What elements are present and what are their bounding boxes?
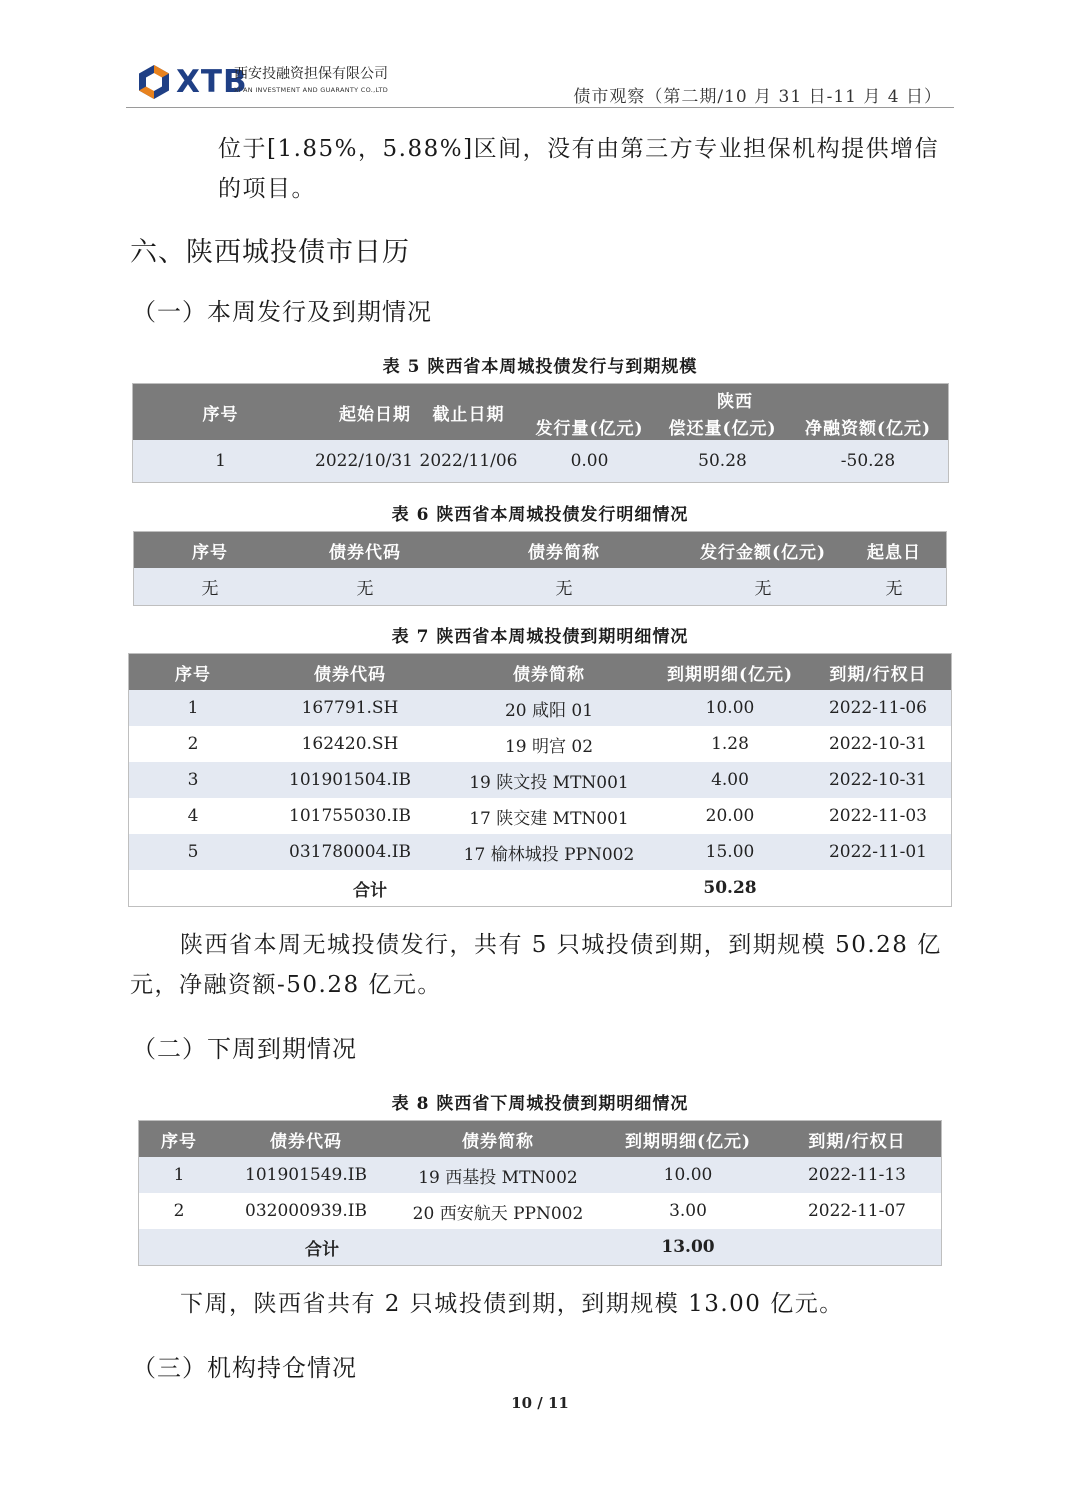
subsection-heading-1: （一）本周发行及到期情况 — [132, 298, 432, 326]
header-cell: 债券代码 — [257, 654, 443, 690]
cell: 2022-11-01 — [805, 834, 951, 870]
cell — [393, 1229, 603, 1265]
cell: 2022-11-13 — [773, 1157, 941, 1193]
header-cell: 发行量(亿元) — [522, 412, 657, 440]
cell: 3 — [129, 762, 257, 798]
cell: 10.00 — [603, 1157, 773, 1193]
header-cell: 截止日期 — [415, 384, 522, 440]
table-row — [129, 726, 951, 762]
section-heading: 六、陕西城投债市日历 — [130, 237, 410, 268]
table-row — [129, 762, 951, 798]
cell: 1 — [139, 1157, 219, 1193]
table-5-caption: 表 5 陕西省本周城投债发行与到期规模 — [382, 357, 698, 377]
header-cell: 序号 — [139, 1121, 219, 1157]
table-6-issuance-detail — [134, 532, 946, 605]
total-value: 13.00 — [603, 1229, 773, 1265]
table-row — [139, 1193, 941, 1229]
header-cell: 起始日期 — [308, 384, 415, 440]
header-cell: 债券简称 — [443, 654, 655, 690]
header-cell: 净融资额(亿元) — [788, 412, 948, 440]
company-logo — [136, 64, 398, 102]
cell: 101901549.IB — [219, 1157, 393, 1193]
table-8-next-week-maturity — [139, 1121, 941, 1265]
header-cell: 序号 — [129, 654, 257, 690]
subsection-heading-3: （三）机构持仓情况 — [132, 1354, 357, 1382]
cell: 2022-10-31 — [805, 762, 951, 798]
header-group-cell: 陕西 — [522, 384, 948, 412]
table-8-header-row — [139, 1121, 941, 1157]
header-cell: 偿还量(亿元) — [657, 412, 788, 440]
cell: 17 榆林城投 PPN002 — [443, 834, 655, 870]
cell: 031780004.IB — [257, 834, 443, 870]
cell: 101901504.IB — [257, 762, 443, 798]
header-cell: 序号 — [134, 532, 286, 568]
total-label: 合计 — [129, 870, 443, 906]
cell: 无 — [842, 568, 946, 605]
cell: -50.28 — [788, 440, 948, 482]
header-cell: 到期明细(亿元) — [655, 654, 805, 690]
table-7-header-row — [129, 654, 951, 690]
header-cell: 到期/行权日 — [773, 1121, 941, 1157]
table-7-caption: 表 7 陕西省本周城投债到期明细情况 — [391, 627, 689, 647]
table-5-header-row-1 — [133, 384, 948, 412]
summary-paragraph-1: 陕西省本周无城投债发行，共有 5 只城投债到期，到期规模 50.28 亿元，净融资额-50.28 亿元。 — [130, 932, 942, 998]
cell: 无 — [444, 568, 684, 605]
cell: 15.00 — [655, 834, 805, 870]
cell: 20.00 — [655, 798, 805, 834]
cell: 50.28 — [657, 440, 788, 482]
cell: 3.00 — [603, 1193, 773, 1229]
cell: 162420.SH — [257, 726, 443, 762]
cell: 无 — [286, 568, 444, 605]
cell: 19 西基投 MTN002 — [393, 1157, 603, 1193]
logo-letters: XTB — [176, 64, 248, 100]
table-8-caption: 表 8 陕西省下周城投债到期明细情况 — [391, 1094, 689, 1114]
cell: 1 — [129, 690, 257, 726]
subsection-heading-2: （二）下周到期情况 — [132, 1035, 357, 1063]
cell: 5 — [129, 834, 257, 870]
table-row — [134, 568, 946, 605]
cell: 2022-11-06 — [805, 690, 951, 726]
cell: 1.28 — [655, 726, 805, 762]
cell: 2022/11/06 — [415, 440, 522, 482]
cell: 4.00 — [655, 762, 805, 798]
cell: 4 — [129, 798, 257, 834]
total-label: 合计 — [139, 1229, 393, 1265]
cell: 2022-11-03 — [805, 798, 951, 834]
header-cell: 债券简称 — [444, 532, 684, 568]
hexagon-logo-icon — [136, 64, 172, 100]
cell: 0.00 — [522, 440, 657, 482]
cell — [443, 870, 655, 906]
document-title: 债市观察（第二期/10 月 31 日-11 月 4 日） — [573, 87, 942, 107]
table-row — [129, 690, 951, 726]
summary-paragraph-2: 下周，陕西省共有 2 只城投债到期，到期规模 13.00 亿元。 — [180, 1291, 844, 1317]
cell: 2 — [129, 726, 257, 762]
cell: 无 — [684, 568, 842, 605]
total-row — [129, 870, 951, 906]
table-5-issuance-maturity-scale — [133, 384, 948, 482]
cell: 20 西安航天 PPN002 — [393, 1193, 603, 1229]
cell: 19 明宫 02 — [443, 726, 655, 762]
cell — [805, 870, 951, 906]
total-value: 50.28 — [655, 870, 805, 906]
table-6-header-row — [134, 532, 946, 568]
header-cell: 债券代码 — [286, 532, 444, 568]
cell: 032000939.IB — [219, 1193, 393, 1229]
cell: 2 — [139, 1193, 219, 1229]
cell: 10.00 — [655, 690, 805, 726]
header-cell: 发行金额(亿元) — [684, 532, 842, 568]
table-row — [133, 440, 948, 482]
header-divider — [126, 107, 954, 108]
cell: 17 陕交建 MTN001 — [443, 798, 655, 834]
cell: 1 — [133, 440, 308, 482]
header-cell: 序号 — [133, 384, 308, 440]
header-cell: 债券简称 — [393, 1121, 603, 1157]
table-7-maturity-detail — [129, 654, 951, 906]
cell: 167791.SH — [257, 690, 443, 726]
intro-paragraph: 位于[1.85%，5.88%]区间，没有由第三方专业担保机构提供增信的项目。 — [218, 136, 940, 202]
cell: 101755030.IB — [257, 798, 443, 834]
company-name-en: XI'AN INVESTMENT AND GUARANTY CO.,LTD — [234, 86, 389, 94]
header-cell: 起息日 — [842, 532, 946, 568]
table-row — [129, 798, 951, 834]
cell: 2022-10-31 — [805, 726, 951, 762]
table-6-caption: 表 6 陕西省本周城投债发行明细情况 — [391, 505, 689, 525]
total-row — [139, 1229, 941, 1265]
cell — [773, 1229, 941, 1265]
cell: 20 咸阳 01 — [443, 690, 655, 726]
cell: 无 — [134, 568, 286, 605]
header-cell: 到期明细(亿元) — [603, 1121, 773, 1157]
header-cell: 到期/行权日 — [805, 654, 951, 690]
header-cell: 债券代码 — [219, 1121, 393, 1157]
table-row — [129, 834, 951, 870]
page-number: 10 / 11 — [511, 1394, 569, 1412]
table-row — [139, 1157, 941, 1193]
cell: 2022-11-07 — [773, 1193, 941, 1229]
cell: 19 陕文投 MTN001 — [443, 762, 655, 798]
cell: 2022/10/31 — [308, 440, 415, 482]
company-name-cn: 西安投融资担保有限公司 — [234, 66, 388, 82]
